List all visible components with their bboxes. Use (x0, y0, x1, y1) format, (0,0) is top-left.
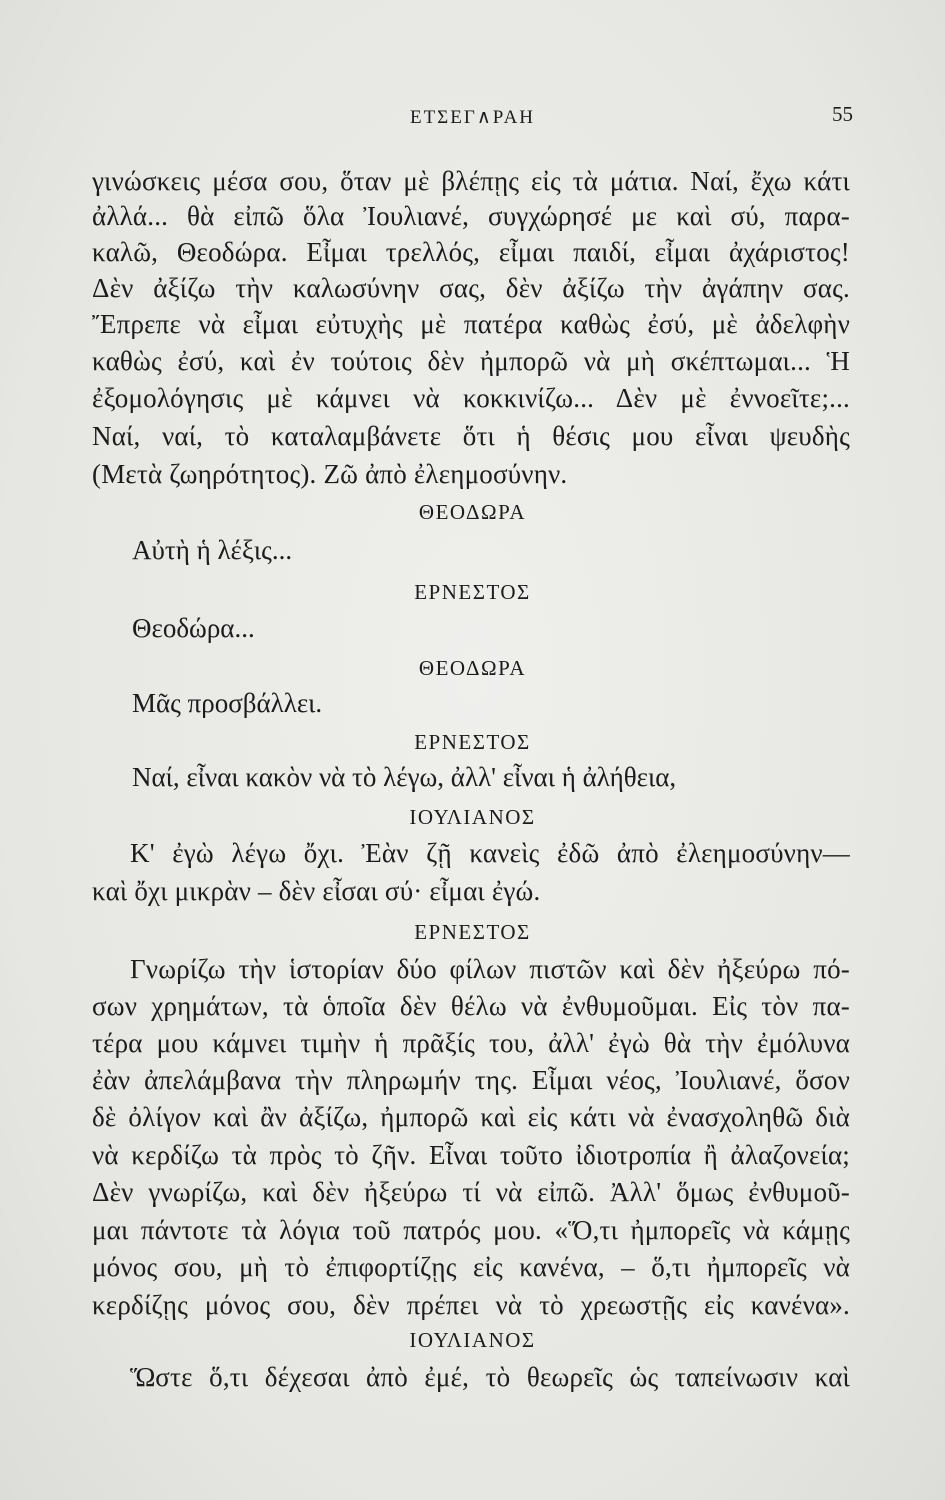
speaker-name: ΘΕΟΔΩΡΑ (418, 500, 527, 524)
text-line: καὶ ὄχι μικρὰν – δὲν εἶσαι σύ· εἶμαι ἐγώ. (92, 876, 541, 906)
text-line: μαι πάντοτε τὰ λόγια τοῦ πατρός μου. «Ὅ,τι ἠμπορεῖς νὰ κάμῃς (92, 1215, 850, 1245)
speaker-name: ΙΟΥΛΙΑΝΟΣ (409, 1328, 536, 1352)
dialogue-line: Αὐτὴ ἡ λέξις... (132, 535, 293, 565)
text-line: Κ' ἐγὼ λέγω ὄχι. Ἐὰν ζῇ κανεὶς ἐδῶ ἀπὸ ἐλεημοσύνην— (130, 838, 850, 868)
text-line: νὰ κερδίζω τὰ πρὸς τὸ ζῆν. Εἶναι τοῦτο ἰδιοτροπία ἢ ἀλαζονεία; (92, 1140, 850, 1170)
text-line: δὲ ὀλίγον καὶ ἂν ἀξίζω, ἠμπορῶ καὶ εἰς κάτι νὰ ἐνασχοληθῶ διὰ (92, 1102, 850, 1132)
text-line: καλῶ, Θεοδώρα. Εἶμαι τρελλός, εἶμαι παιδί, εἶμαι ἀχάριστος! (92, 237, 850, 267)
speaker-name: ΕΡΝΕΣΤΟΣ (414, 730, 531, 754)
page-number: 55 (832, 102, 853, 126)
text-line: γινώσκεις μέσα σου, ὅταν μὲ βλέπῃς εἰς τὰ μάτια. Ναί, ἔχω κάτι (92, 166, 850, 196)
speaker-name: ΕΡΝΕΣΤΟΣ (414, 920, 531, 944)
speaker-name: ΕΡΝΕΣΤΟΣ (414, 580, 531, 604)
text-line: κερδίζῃς μόνος σου, δὲν πρέπει νὰ τὸ χρεωστῇς εἰς κανένα». (92, 1290, 850, 1320)
text-line: ἐξομολόγησις μὲ κάμνει νὰ κοκκινίζω... Δὲν μὲ ἐννοεῖτε;... (92, 383, 850, 413)
text-line: μόνος σου, μὴ τὸ ἐπιφορτίζῃς εἰς κανένα, – ὅ,τι ἠμπορεῖς νὰ (92, 1252, 850, 1282)
text-line: καθὼς ἐσύ, καὶ ἐν τούτοις δὲν ἠμπορῶ νὰ μὴ σκέπτωμαι... Ἡ (92, 346, 850, 376)
text-line: Ὥστε ὅ,τι δέχεσαι ἀπὸ ἐμέ, τὸ θεωρεῖς ὡς ταπείνωσιν καὶ (130, 1362, 850, 1392)
text-line: τέρα μου κάμνει τιμὴν ἡ πρᾶξίς του, ἀλλ' ἐγὼ θὰ τὴν ἐμόλυνα (92, 1028, 850, 1058)
dialogue-line: Μᾶς προσβάλλει. (132, 688, 323, 718)
text-line: Γνωρίζω τὴν ἱστορίαν δύο φίλων πιστῶν καὶ δὲν ἠξεύρω πό- (130, 954, 850, 984)
speaker-name: ΙΟΥΛΙΑΝΟΣ (409, 805, 536, 829)
text-line: Ἔπρεπε νὰ εἶμαι εὐτυχὴς μὲ πατέρα καθὼς ἐσύ, μὲ ἀδελφὴν (92, 309, 850, 339)
text-line: Δὲν γνωρίζω, καὶ δὲν ἠξεύρω τί νὰ εἰπῶ. Ἀλλ' ὅμως ἐνθυμοῦ- (92, 1177, 850, 1207)
text-line: ἀλλά... θὰ εἰπῶ ὅλα Ἰουλιανέ, συγχώρησέ με καὶ σύ, παρα- (92, 201, 850, 231)
running-title: ΕΤΣΕΓ∧ΡΑΗ (409, 107, 536, 128)
dialogue-line: Θεοδώρα... (132, 613, 255, 643)
dialogue-line: Ναί, εἶναι κακὸν νὰ τὸ λέγω, ἀλλ' εἶναι ἡ ἀλήθεια, (132, 762, 677, 792)
text-line: σων χρημάτων, τὰ ὁποῖα δὲν θέλω νὰ ἐνθυμοῦμαι. Εἰς τὸν πα- (92, 991, 850, 1021)
text-line: ἐὰν ἀπελάμβανα τὴν πληρωμήν της. Εἶμαι νέος, Ἰουλιανέ, ὅσον (92, 1065, 850, 1095)
text-line: Δὲν ἀξίζω τὴν καλωσύνην σας, δὲν ἀξίζω τὴν ἀγάπην σας. (92, 273, 850, 303)
text-line: (Μετὰ ζωηρότητος). Ζῶ ἀπὸ ἐλεημοσύνην. (92, 459, 568, 489)
text-line: Ναί, ναί, τὸ καταλαμβάνετε ὅτι ἡ θέσις μου εἶναι ψευδὴς (92, 421, 850, 451)
speaker-name: ΘΕΟΔΩΡΑ (418, 656, 527, 680)
